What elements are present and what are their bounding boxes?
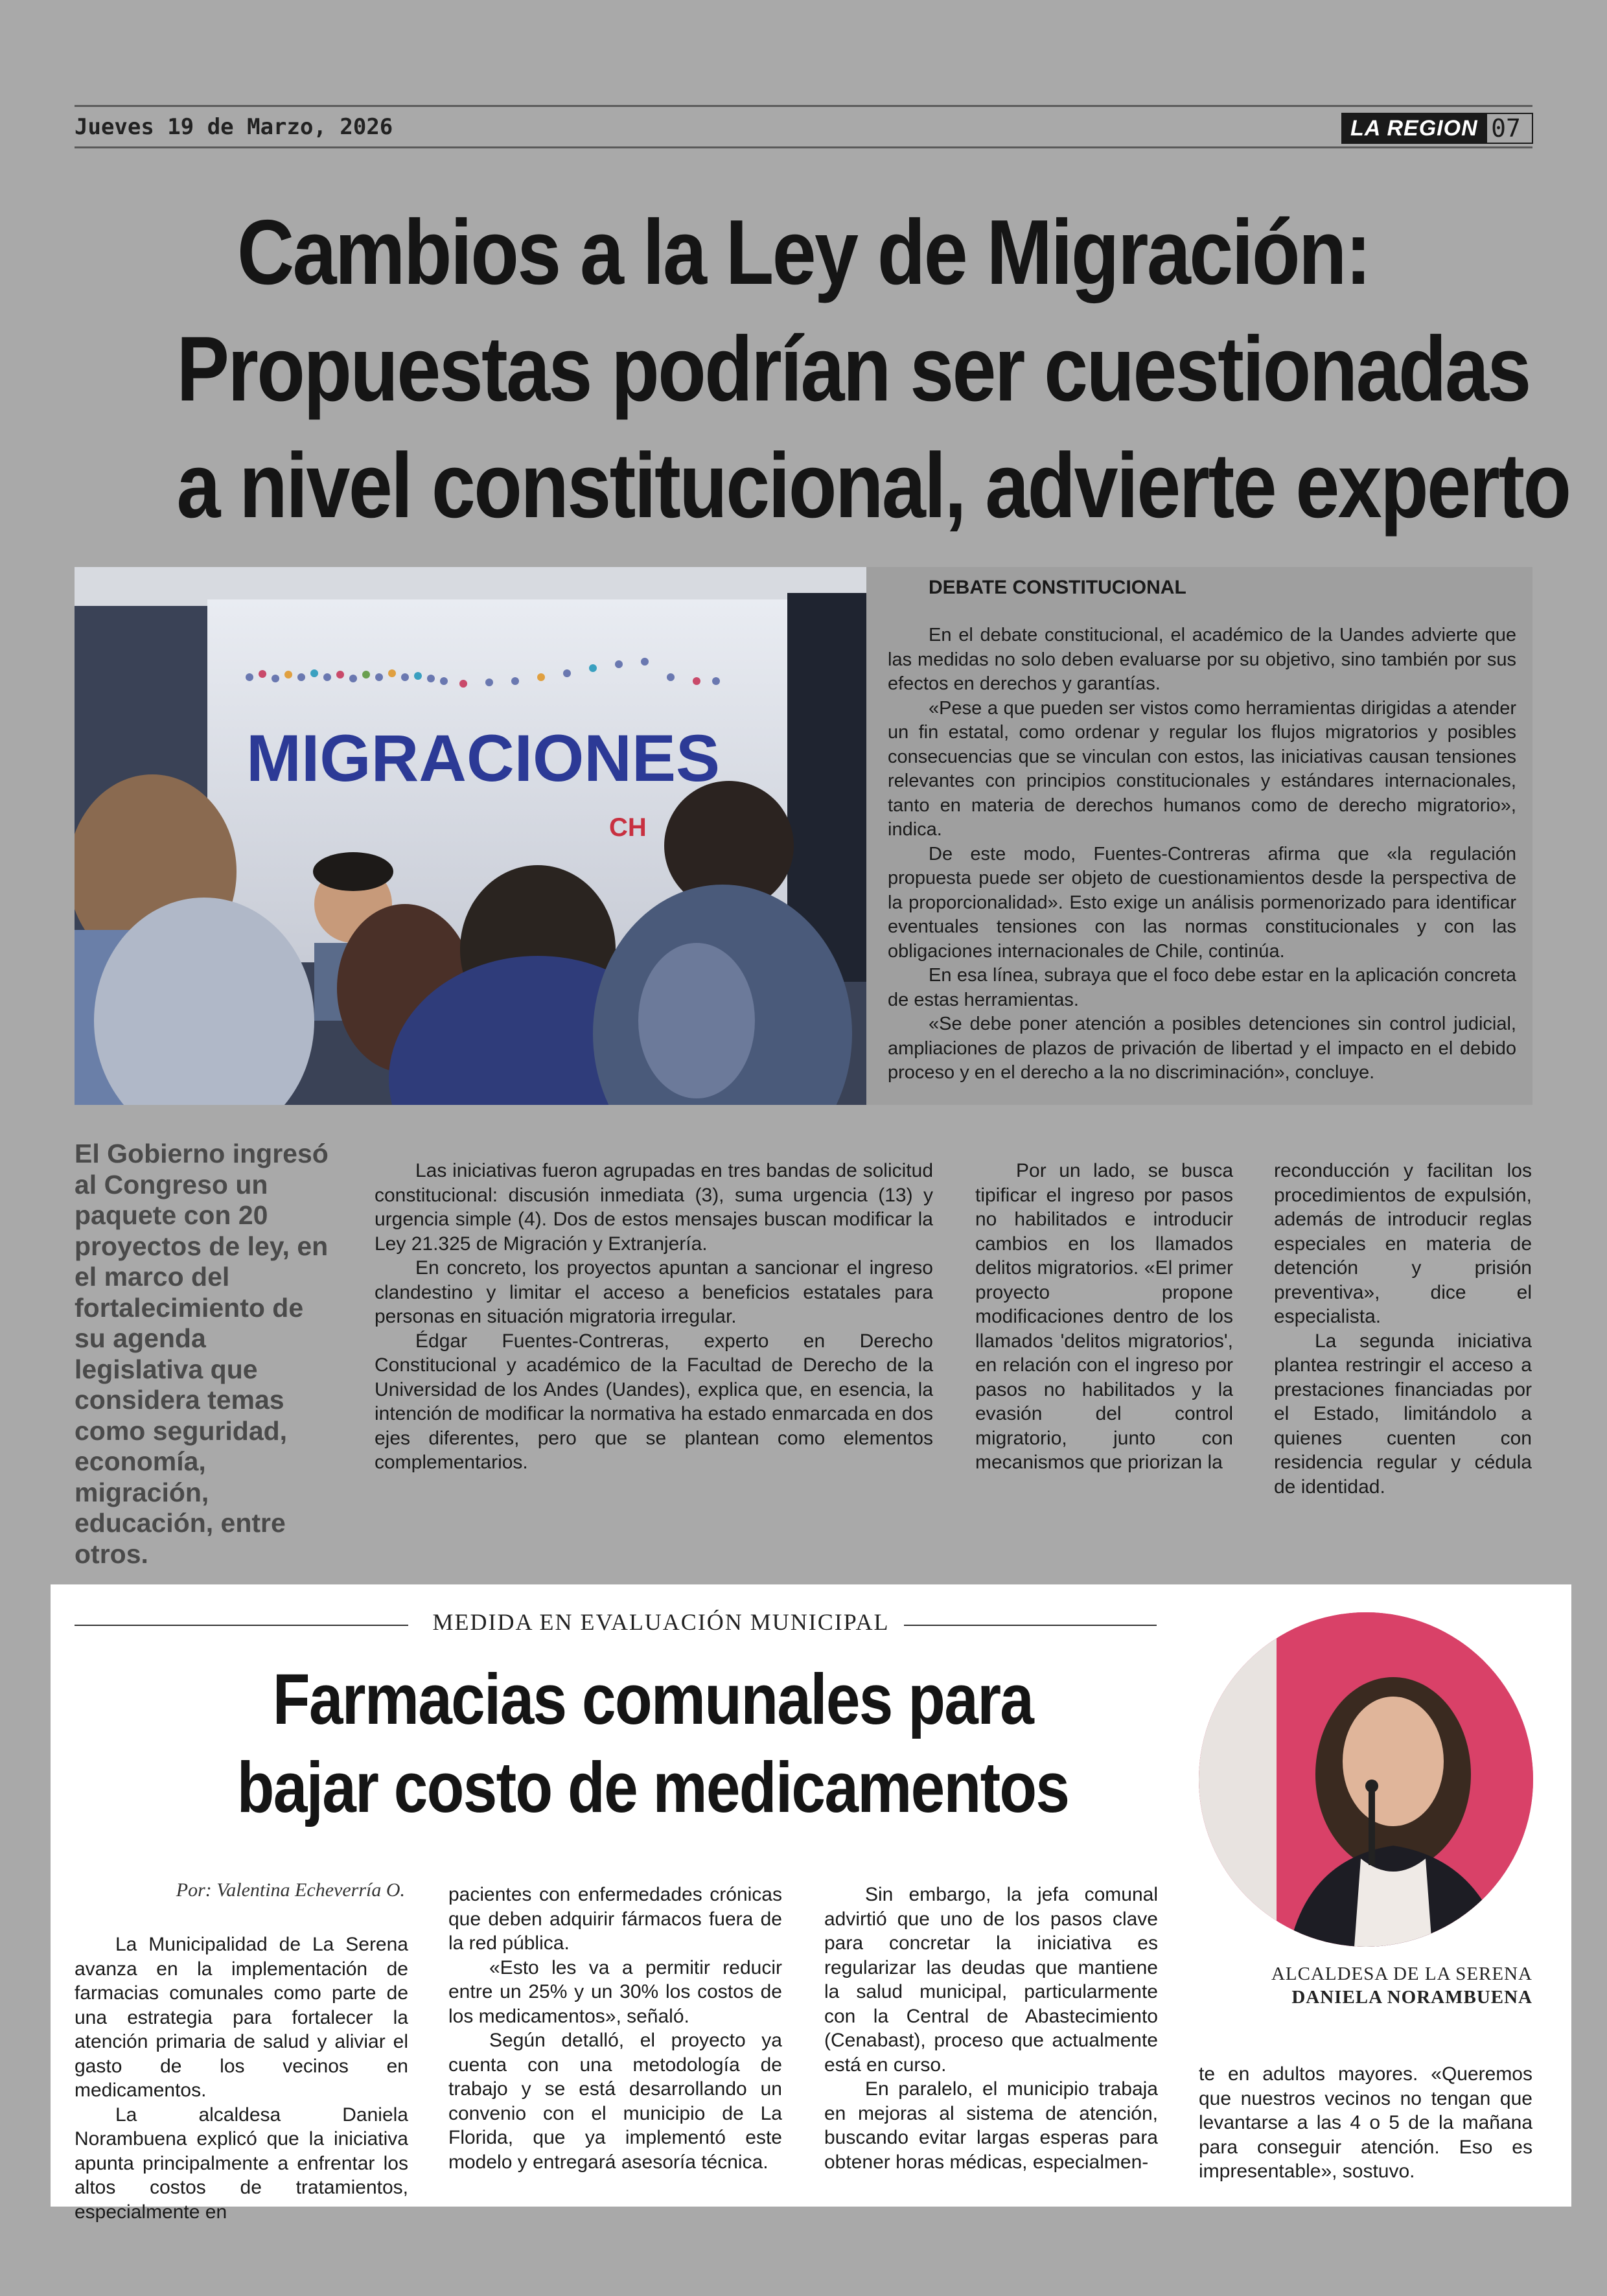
page-number: 07: [1479, 113, 1533, 144]
body-paragraph: reconducción y facilitan los procedimientos de expulsión, además de introducir reglas especiales en materia de detención y prisión preventiva», dice el especialista.: [1274, 1160, 1532, 1327]
body-paragraph: En paralelo, el municipio trabaja en mejoras al sistema de atención, buscando evitar largas esperas para obtener horas médicas, especialmen-: [824, 2078, 1158, 2173]
body-paragraph: La alcaldesa Daniela Norambuena explicó que la iniciativa apunta principalmente a enfrentar los altos costos de tratamientos, especialmente en: [75, 2104, 408, 2223]
portrait-illustration: [1199, 1612, 1533, 1947]
migration-office-photo: [75, 567, 866, 1105]
portrait-caption-role: ALCALDESA DE LA SERENA: [1271, 1964, 1532, 1984]
portrait-caption-name: DANIELA NORAMBUENA: [1291, 1987, 1532, 2008]
photo-sign-subtext: CH: [609, 813, 647, 842]
body-paragraph: La Municipalidad de La Serena avanza en la implementación de farmacias comunales como parte de una estrategia para fortalecer la atención primaria de salud y aliviar el gasto de los vecinos en medicamentos.: [75, 1934, 408, 2101]
photo-sign-text: MIGRACIONES: [246, 721, 721, 795]
body-paragraph: Según detalló, el proyecto ya cuenta con una metodología de trabajo y se está desarrollando un convenio con el municipio de La Florida, que ya implementó este modelo y entregará asesoría técnica.: [448, 2030, 782, 2173]
article1-column-2: [975, 1159, 1233, 1475]
headline-line: a nivel constitucional, advierte experto: [176, 434, 1570, 537]
sidebar-paragraph: En el debate constitucional, el académico de la Uandes advierte que las medidas no solo deben evaluarse por su objetivo, sino también por sus efectos en derechos y garantías.: [888, 625, 1516, 694]
body-paragraph: te en adultos mayores. «Queremos que nuestros vecinos no tengan que levantarse a las 4 o 5 de la mañana para conseguir atención. Eso es impresentable», sostuvo.: [1199, 2063, 1532, 2182]
sidebar-paragraph: En esa línea, subraya que el foco debe estar en la aplicación concreta de estas herramientas.: [888, 965, 1516, 1010]
header-bottom-rule: [75, 146, 1532, 148]
article1-lead: El Gobierno ingresó al Congreso un paquete con 20 proyectos de ley, en el marco del fortalecimiento de su agenda legislativa que considera temas como seguridad, economía, migración, educación, entre otros.: [75, 1139, 329, 1569]
headline-line: Cambios a la Ley de Migración:: [237, 201, 1370, 304]
body-paragraph: La segunda iniciativa plantea restringir el acceso a prestaciones financiadas por el Estado, limitándolo a quienes cuenten con residencia regular y cédula de identidad.: [1274, 1330, 1532, 1498]
article2-column-1: [75, 1932, 408, 2224]
sidebar-paragraph: De este modo, Fuentes-Contreras afirma que «la regulación propuesta puede ser objeto de cuestionamientos desde la perspectiva de la proporcionalidad». Esto exige un análisis pormenorizado para identificar eventuales tensiones con las normas constitucionales y con las obligaciones internacionales de Chile, continúa.: [888, 843, 1516, 962]
body-paragraph: «Esto les va a permitir reducir entre un 25% y un 30% los costos de los medicamentos», señaló.: [448, 1956, 782, 2027]
headline-line: bajar costo de medicamentos: [237, 1748, 1069, 1827]
body-paragraph: Por un lado, se busca tipificar el ingreso por pasos no habilitados e introducir cambios en los llamados delitos migratorios. «El primer proyecto propone modificaciones dentro de los llamados 'delitos migratorios', en relación con el ingreso por pasos no habilitados y la evasión del control migratorio, junto con mecanismos que priorizan la: [975, 1160, 1233, 1473]
body-paragraph: Édgar Fuentes-Contreras, experto en Derecho Constitucional y académico de la Facultad de Derecho de la Universidad de los Andes (Uandes), explica que, en esencia, la intención de modificar la normativa ha estado enmarcada en dos ejes diferentes, pero que se plantean como elementos complementarios.: [375, 1330, 933, 1473]
headline-line: Propuestas podrían ser cuestionadas: [176, 318, 1530, 421]
photo-illustration: [75, 567, 866, 1105]
article1-column-3: [1274, 1159, 1532, 1499]
article1-column-1: [375, 1159, 933, 1475]
article2-kicker: MEDIDA EN EVALUACIÓN MUNICIPAL: [432, 1609, 890, 1635]
issue-date: Jueves 19 de Marzo, 2026: [75, 114, 393, 140]
kicker-rule-left: [75, 1625, 408, 1626]
article2-column-4: [1199, 2062, 1532, 2184]
newspaper-brand: LA REGION: [1341, 113, 1487, 144]
article1-headline: [176, 194, 1570, 544]
sidebar-title: DEBATE CONSTITUCIONAL: [929, 577, 1186, 598]
sidebar-paragraph: «Se debe poner atención a posibles detenciones sin control judicial, ampliaciones de plazos de privación de libertad y el impacto en el debido proceso y en el derecho a la no discriminación», concluye.: [888, 1014, 1516, 1083]
body-paragraph: Sin embargo, la jefa comunal advirtió que uno de los pasos clave para concretar la iniciativa es regularizar las deudas que mantiene la salud municipal, particularmente con la Central de Abastecimiento (Cenabast), proceso que actualmente está en curso.: [824, 1884, 1158, 2076]
mayor-portrait-photo: [1199, 1612, 1533, 1947]
body-paragraph: pacientes con enfermedades crónicas que deben adquirir fármacos fuera de la red pública.: [448, 1884, 782, 1954]
headline-line: Farmacias comunales para: [272, 1660, 1034, 1739]
kicker-rule-right: [904, 1625, 1157, 1626]
body-paragraph: En concreto, los proyectos apuntan a sancionar el ingreso clandestino y limitar el acceso a beneficios estatales para personas en situación migratoria irregular.: [375, 1257, 933, 1327]
article2-byline: Por: Valentina Echeverría O.: [176, 1879, 405, 1901]
header-top-rule: [75, 105, 1532, 107]
article2-headline: [156, 1656, 1150, 1832]
sidebar-body: [888, 623, 1516, 1085]
article2-column-2: [448, 1883, 782, 2174]
body-paragraph: Las iniciativas fueron agrupadas en tres bandas de solicitud constitucional: discusión inmediata (3), suma urgencia (13) y urgencia simple (4). Dos de estos mensajes buscan modificar la Ley 21.325 de Migración y Extranjería.: [375, 1160, 933, 1255]
sidebar-paragraph: «Pese a que pueden ser vistos como herramientas dirigidas a atender un fin estatal, como ordenar y regular los flujos migratorios y posibles consecuencias que se vinculan con estos, las iniciativas causan tensiones relevantes con principios constitucionales y estándares internacionales, tanto en materia de derechos humanos como de derecho migratorio», indica.: [888, 697, 1516, 840]
article2-column-3: [824, 1883, 1158, 2174]
